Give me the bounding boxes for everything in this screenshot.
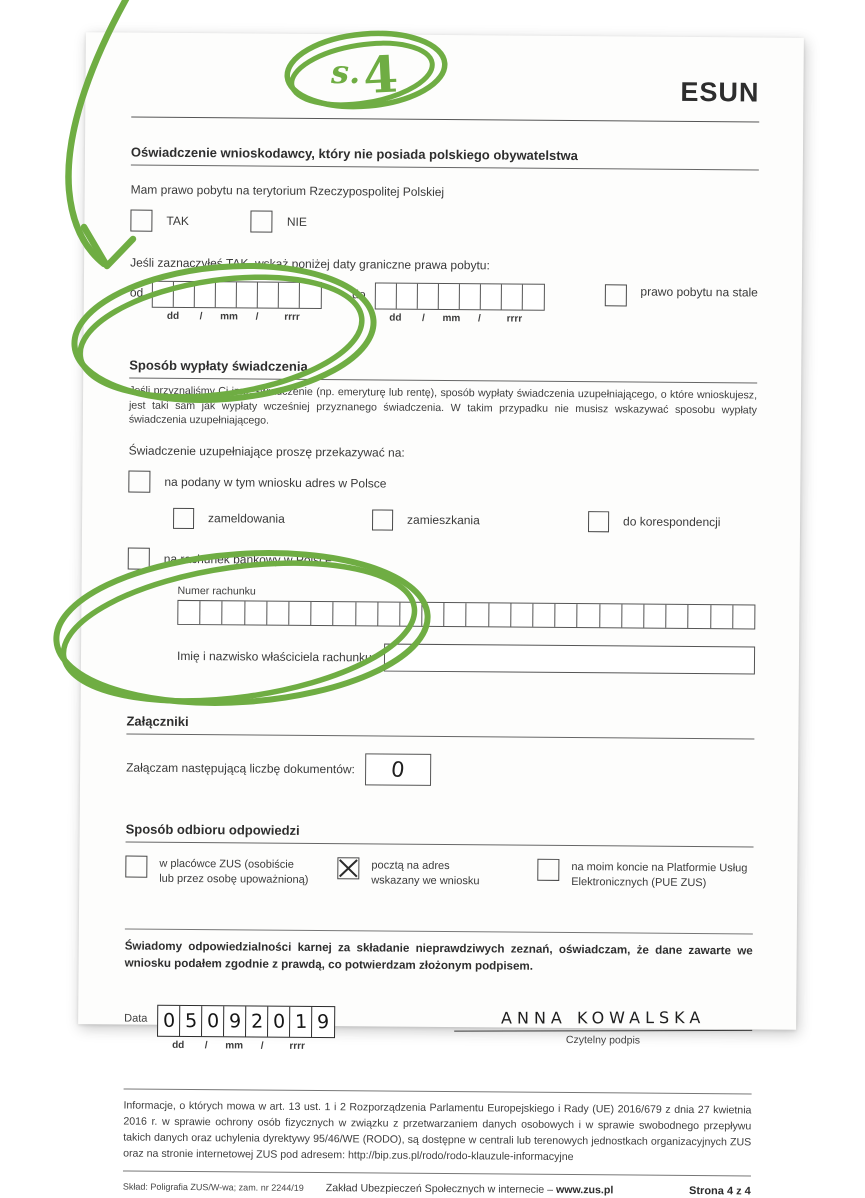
attachments-count-input[interactable] bbox=[365, 754, 431, 787]
oath-statement: Świadomy odpowiedzialności karnej za składanie nieprawdziwych zeznań, oświadczam, że dane zawarte we wniosku podałem zgodnie z prawdą, co potwierdzam złożonym podpisem. bbox=[124, 939, 753, 973]
date-from-format: dd / mm / rrrr bbox=[166, 310, 300, 323]
registered-address-label: zameldowania bbox=[208, 511, 285, 527]
response-option-office bbox=[125, 856, 308, 887]
signature-caption: Czytelny podpis bbox=[565, 1033, 641, 1047]
signature-block bbox=[454, 1007, 752, 1047]
date-from-input[interactable] bbox=[152, 281, 322, 309]
response-option-pue bbox=[537, 859, 747, 891]
residence-address-checkbox[interactable] bbox=[372, 509, 393, 530]
date-from-group bbox=[152, 281, 322, 323]
section-title-payment: Sposób wypłaty świadczenia bbox=[129, 358, 757, 384]
signature-date-format: dd / mm / rrrr bbox=[172, 1039, 306, 1052]
account-owner-row bbox=[177, 642, 755, 675]
date-to-label: do bbox=[352, 287, 366, 302]
registered-address-checkbox[interactable] bbox=[173, 508, 194, 529]
footer-row bbox=[123, 1181, 751, 1198]
correspondence-address-checkbox[interactable] bbox=[588, 511, 609, 532]
section-title-attachments: Załączniki bbox=[126, 714, 754, 740]
response-office-checkbox[interactable] bbox=[125, 856, 147, 878]
account-number-label: Numer rachunku bbox=[177, 584, 256, 598]
account-number-input[interactable] bbox=[177, 600, 755, 630]
signature-row bbox=[124, 1004, 752, 1055]
residence-yes-label: TAK bbox=[166, 213, 189, 229]
attachments-count-row bbox=[126, 752, 754, 789]
attachments-count-label: Załączam następującą liczbę dokumentów: bbox=[126, 760, 355, 777]
address-option-row bbox=[128, 470, 756, 497]
date-to-input[interactable] bbox=[374, 282, 544, 310]
zus-url: www.zus.pl bbox=[555, 1184, 614, 1197]
section-title-response: Sposób odbioru odpowiedzi bbox=[126, 822, 754, 848]
signature-date-group bbox=[157, 1005, 335, 1052]
response-pue-checkbox[interactable] bbox=[537, 859, 559, 881]
residence-dates-row bbox=[130, 281, 758, 327]
account-owner-input[interactable] bbox=[384, 644, 755, 675]
signature-date-label: Data bbox=[124, 1012, 148, 1025]
residence-no-checkbox[interactable] bbox=[251, 210, 273, 232]
oath-divider bbox=[125, 929, 753, 935]
address-type-correspondence bbox=[588, 511, 721, 533]
address-type-registered bbox=[173, 508, 285, 530]
account-number-group bbox=[177, 600, 755, 630]
attachments-count-value: 0 bbox=[389, 757, 406, 783]
response-mail-checkbox[interactable] bbox=[337, 858, 359, 880]
declaration-statement: Mam prawo pobytu na terytorium Rzeczypospolitej Polskiej bbox=[130, 182, 445, 200]
signature-value[interactable]: ANNA KOWALSKA bbox=[454, 1008, 752, 1032]
dates-hint: Jeśli zaznaczyłeś TAK, wskaż poniżej daty graniczne prawa pobytu: bbox=[130, 255, 490, 273]
print-info: Skład: Poligrafia ZUS/W-wa; zam. nr 2244/19 bbox=[122, 1181, 304, 1194]
page-number: Strona 4 z 4 bbox=[689, 1185, 751, 1198]
org-line: Zakład Ubezpieczeń Społecznych w internecie – www.zus.pl bbox=[325, 1182, 614, 1197]
address-option-label: na podany w tym wniosku adres w Polsce bbox=[164, 474, 387, 491]
bank-option-row bbox=[128, 547, 756, 574]
rodo-bottom-divider bbox=[123, 1171, 751, 1177]
rodo-top-divider bbox=[124, 1088, 752, 1094]
response-option-mail bbox=[337, 858, 479, 889]
permanent-residence-label: prawo pobytu na stale bbox=[640, 284, 758, 300]
account-owner-label: Imię i nazwisko właściciela rachunku bbox=[176, 649, 372, 665]
residence-no-label: NIE bbox=[286, 214, 307, 229]
address-type-residence bbox=[372, 509, 480, 531]
bank-option-label: na rachunek bankowy w Polsce bbox=[163, 551, 332, 567]
response-office-label: w placówce ZUS (osobiście lub przez osobę upoważnioną) bbox=[159, 858, 309, 886]
response-options-row bbox=[125, 856, 753, 905]
response-pue-label: na moim koncie na Platformie Usług Elektronicznych (PUE ZUS) bbox=[571, 861, 748, 890]
address-option-checkbox[interactable] bbox=[128, 470, 150, 492]
address-type-row bbox=[128, 507, 756, 538]
residence-yes-checkbox[interactable] bbox=[130, 210, 152, 232]
date-from-label: od bbox=[129, 285, 144, 300]
form-page bbox=[78, 32, 804, 1198]
annotation-4-label: 4 bbox=[361, 44, 400, 106]
correspondence-address-label: do korespondencji bbox=[623, 514, 721, 530]
signature-date-input[interactable]: 0 5 0 9 2 0 1 9 bbox=[157, 1005, 335, 1038]
payment-note: Jeśli przyznaliśmy Ci inne świadczenie (np. emeryturę lub rentę), sposób wypłaty świadczenia uzupełniającego, o które wnioskujesz, jest taki sam jak wypłaty wcześniej przyznanego świadczenia. W takim przypadku nie musisz wskazywać sposobu wypłaty świadczenia uzupełniającego. bbox=[128, 384, 758, 427]
bank-option-checkbox[interactable] bbox=[128, 547, 150, 569]
date-to-group bbox=[374, 282, 544, 324]
section-title-declaration: Oświadczenie wnioskodawcy, który nie posiada polskiego obywatelstwa bbox=[131, 145, 759, 171]
transfer-label: Świadczenie uzupełniające proszę przekazywać na: bbox=[128, 443, 405, 460]
residence-address-label: zamieszkania bbox=[407, 513, 480, 528]
residence-choice-row bbox=[130, 210, 758, 237]
permanent-residence-checkbox[interactable] bbox=[604, 284, 626, 306]
rodo-text: Informacje, o których mowa w art. 13 ust. 1 i 2 Rozporządzenia Parlamentu Europejskiego i Rady (UE) 2016/679 z dnia 27 kwietnia 2016 r. w sprawie ochrony osób fizycznych w związku z przetwarzaniem danych osobowych i w sprawie swobodnego przepływu takich danych oraz uchylenia dyrektywy 95/46/WE (RODO), są dostępne w centrali lub terenowych jednostkach organizacyjnych ZUS oraz na stronie internetowej ZUS pod adresem: http://bip.zus.pl/rodo/rodo-klauzule-informacyjne bbox=[123, 1099, 752, 1163]
response-mail-label: pocztą na adres wskazany we wniosku bbox=[371, 859, 480, 888]
date-to-format: dd / mm / rrrr bbox=[389, 312, 523, 325]
form-code-label: ESUN bbox=[680, 76, 760, 108]
annotation-s-label: s. bbox=[331, 53, 361, 91]
header-divider bbox=[131, 117, 759, 123]
